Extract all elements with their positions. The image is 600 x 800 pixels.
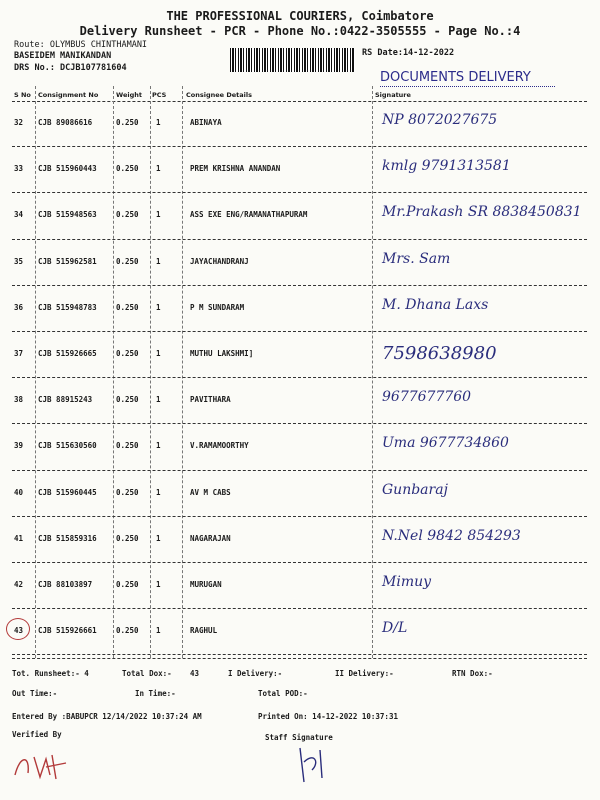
col-consignment: Consignment No (38, 91, 99, 99)
row-signature: 9677677760 (382, 389, 472, 406)
stamp-underline (380, 86, 555, 87)
drs-number: DRS No.: DCJB107781604 (14, 63, 127, 73)
row-signature: Gunbaraj (382, 481, 448, 498)
row-consignee: AV M CABS (190, 487, 231, 497)
row-consignee: MUTHU LAKSHMI] (190, 349, 254, 358)
row-sno: 37 (14, 349, 24, 358)
row-signature: kmlg 9791313581 (382, 158, 511, 175)
row-sno: 43 (14, 626, 24, 636)
staff-signature-label: Staff Signature (265, 733, 333, 742)
row-pcs: 1 (156, 349, 161, 358)
row-pcs: 1 (156, 580, 161, 589)
row-pcs: 1 (156, 533, 161, 543)
total-dox-value: 43 (190, 669, 200, 678)
row-consignment: CJB 515948783 (38, 302, 97, 312)
row-divider (12, 377, 587, 378)
row-weight: 0.250 (116, 302, 139, 312)
row-signature: M. Dhana Laxs (382, 296, 489, 313)
row-sno: 32 (14, 118, 24, 127)
barcode (230, 48, 355, 72)
col-sno: S No (14, 91, 31, 99)
row-divider (12, 239, 587, 240)
row-divider (12, 331, 587, 332)
documents-delivery-stamp: DOCUMENTS DELIVERY (380, 70, 531, 85)
out-time: Out Time:- (12, 689, 58, 698)
col-divider (372, 86, 373, 658)
row-weight: 0.250 (116, 164, 139, 174)
row-pcs: 1 (156, 395, 161, 405)
col-divider (182, 86, 183, 658)
staff-name: BASEIDEM MANIKANDAN (14, 51, 112, 61)
row-weight: 0.250 (116, 533, 139, 543)
row-weight: 0.250 (116, 626, 139, 636)
row-consignment: CJB 515926661 (38, 626, 97, 636)
row-consignment: CJB 88103897 (38, 580, 93, 589)
in-time: In Time:- (135, 689, 176, 698)
row-pcs: 1 (156, 441, 161, 451)
ii-delivery: II Delivery:- (335, 669, 394, 678)
row-sno: 36 (14, 302, 24, 312)
row-consignment: CJB 88915243 (38, 395, 93, 405)
row-weight: 0.250 (116, 487, 139, 497)
row-signature: N.Nel 9842 854293 (382, 527, 521, 544)
row-pcs: 1 (156, 118, 161, 127)
row-sno: 39 (14, 441, 24, 451)
header-divider (12, 101, 587, 102)
row-weight: 0.250 (116, 118, 139, 127)
col-signature: Signature (375, 91, 411, 99)
row-weight: 0.250 (116, 441, 139, 451)
row-signature: Mimuy (382, 574, 432, 590)
document-subtitle: Delivery Runsheet - PCR - Phone No.:0422-3505555 - Page No.:4 (79, 24, 521, 38)
row-consignee: V.RAMAMOORTHY (190, 441, 249, 451)
verified-by: Verified By (12, 730, 62, 739)
row-consignment: CJB 515630560 (38, 441, 97, 451)
rs-date: RS Date:14-12-2022 (362, 48, 455, 58)
row-sno: 34 (14, 210, 24, 220)
row-divider (12, 470, 587, 471)
col-weight: Weight (116, 91, 142, 99)
row-sno: 42 (14, 580, 24, 589)
row-consignee: NAGARAJAN (190, 533, 231, 543)
row-consignee: ABINAYA (190, 118, 222, 127)
row-pcs: 1 (156, 164, 161, 174)
document-title: THE PROFESSIONAL COURIERS, Coimbatore (166, 9, 434, 23)
row-divider (12, 192, 587, 193)
row-divider (12, 146, 587, 147)
row-weight: 0.250 (116, 395, 139, 405)
col-consignee: Consignee Details (186, 91, 252, 99)
staff-signature (290, 742, 340, 790)
row-divider (12, 285, 587, 286)
row-sno: 33 (14, 164, 24, 174)
row-weight: 0.250 (116, 256, 139, 266)
row-divider (12, 423, 587, 424)
row-signature: NP 8072027675 (382, 112, 498, 128)
row-weight: 0.250 (116, 349, 139, 358)
row-divider (12, 608, 587, 609)
row-sno: 38 (14, 395, 24, 405)
col-divider (113, 86, 114, 658)
row-consignee: ASS EXE ENG/RAMANATHAPURAM (190, 210, 308, 220)
row-consignment: CJB 515960443 (38, 164, 97, 174)
row-divider (12, 516, 587, 517)
col-divider (35, 86, 36, 658)
row-pcs: 1 (156, 210, 161, 220)
row-sno: 41 (14, 533, 24, 543)
col-pcs: PCS (152, 91, 167, 99)
rtn-dox: RTN Dox:- (452, 669, 493, 678)
row-sno: 35 (14, 256, 24, 266)
row-pcs: 1 (156, 487, 161, 497)
row-pcs: 1 (156, 302, 161, 312)
row-weight: 0.250 (116, 580, 139, 589)
total-pod: Total POD:- (258, 689, 308, 698)
row-sno: 40 (14, 487, 24, 497)
verifier-signature (10, 745, 80, 785)
row-consignment: CJB 515926665 (38, 349, 97, 358)
row-consignee: P M SUNDARAM (190, 302, 245, 312)
entered-by: Entered By :BABUPCR 12/14/2022 10:37:24 AM (12, 712, 202, 721)
row-signature: Mrs. Sam (382, 250, 451, 267)
row-signature: Mr.Prakash SR 8838450831 (382, 204, 582, 221)
i-delivery: I Delivery:- (228, 669, 283, 678)
total-dox-label: Total Dox:- (122, 669, 172, 678)
row-pcs: 1 (156, 626, 161, 636)
row-signature: D/L (382, 620, 408, 637)
row-weight: 0.250 (116, 210, 139, 220)
row-consignee: PREM KRISHNA ANANDAN (190, 164, 281, 174)
row-consignee: MURUGAN (190, 580, 222, 589)
footer-divider (12, 658, 587, 659)
row-divider (12, 562, 587, 563)
printed-on: Printed On: 14-12-2022 10:37:31 (258, 712, 398, 721)
row-consignee: RAGHUL (190, 626, 218, 636)
row-consignment: CJB 515962581 (38, 256, 97, 266)
row-circle-mark (6, 618, 30, 640)
row-consignment: CJB 515948563 (38, 210, 97, 220)
col-divider (150, 86, 151, 658)
row-signature: 7598638980 (382, 343, 497, 364)
row-consignee: JAYACHANDRANJ (190, 256, 249, 266)
row-consignment: CJB 515859316 (38, 533, 97, 543)
row-signature: Uma 9677734860 (382, 435, 509, 452)
route-label: Route: OLYMBUS CHINTHAMANI (14, 40, 148, 50)
row-divider (12, 654, 587, 655)
row-consignment: CJB 515960445 (38, 487, 97, 497)
row-consignment: CJB 89086616 (38, 118, 93, 127)
tot-runsheet: Tot. Runsheet:- 4 (12, 669, 89, 678)
row-pcs: 1 (156, 256, 161, 266)
row-consignee: PAVITHARA (190, 395, 231, 405)
